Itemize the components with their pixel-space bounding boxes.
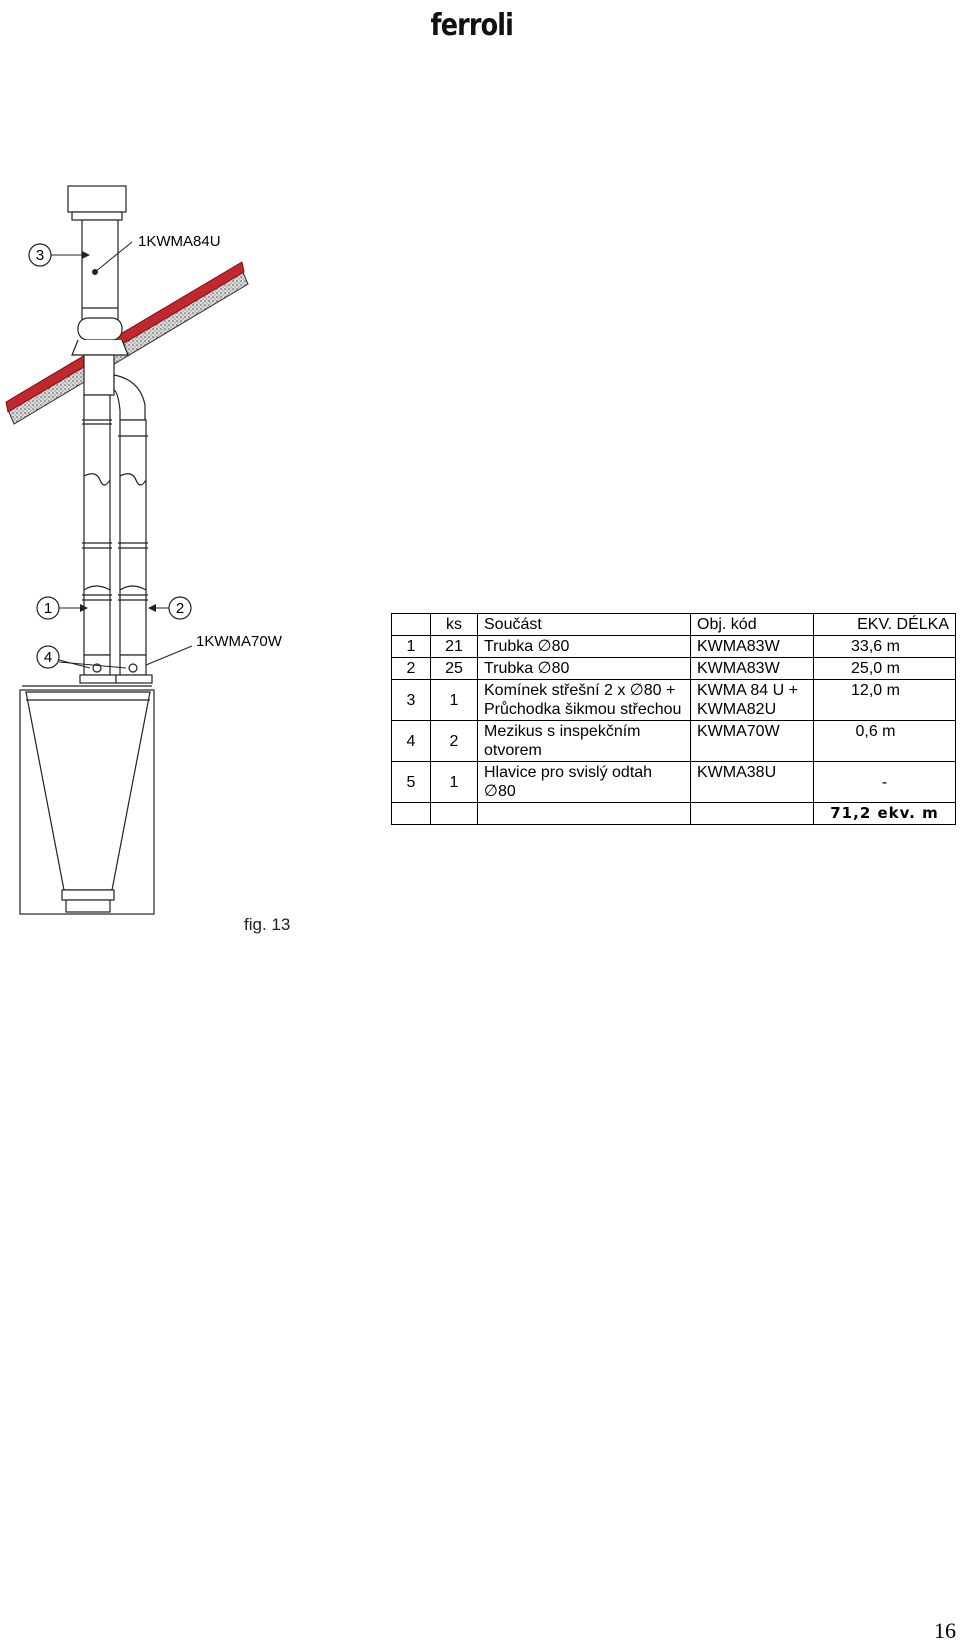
row-part: Trubka ∅80: [478, 636, 691, 658]
parts-table: [391, 613, 956, 825]
flue-installation-figure: [0, 180, 300, 940]
table-header-row: [392, 614, 956, 636]
callout-2-label: 2: [175, 600, 185, 617]
table-header-cell: [392, 614, 431, 636]
page-number: 16: [934, 1618, 956, 1643]
row-part: Trubka ∅80: [478, 658, 691, 680]
row-number: 5: [392, 762, 431, 803]
table-row: [392, 721, 956, 762]
row-quantity: 25: [431, 658, 478, 680]
row-part: Hlavice pro svislý odtah ∅80: [478, 762, 691, 803]
row-code: KWMA38U: [691, 762, 814, 803]
figure-caption: fig. 13: [244, 915, 291, 934]
empty-cell: [431, 803, 478, 825]
callout-3-label: 3: [35, 247, 45, 264]
row-part: Komínek střešní 2 x ∅80 + Průchodka šikmou střechou: [478, 680, 691, 721]
row-length: 33,6 m: [814, 636, 956, 658]
table-row: [392, 636, 956, 658]
row-length: -: [814, 762, 956, 803]
table-total-row: [392, 803, 956, 825]
table-row: [392, 658, 956, 680]
ferroli-logo: ferroli: [430, 8, 514, 43]
table-row: [392, 680, 956, 721]
callouts: [29, 233, 283, 668]
callout-4: [37, 646, 126, 668]
table-header-cell: ks: [431, 614, 478, 636]
row-part: Mezikus s inspekčním otvorem: [478, 721, 691, 762]
row-length: 0,6 m: [814, 721, 956, 762]
row-number: 1: [392, 636, 431, 658]
empty-cell: [478, 803, 691, 825]
row-number: 4: [392, 721, 431, 762]
row-quantity: 2: [431, 721, 478, 762]
table-header-cell: Součást: [478, 614, 691, 636]
callout-1-label: 1: [43, 600, 53, 617]
row-code: KWMA83W: [691, 658, 814, 680]
row-number: 2: [392, 658, 431, 680]
row-quantity: 21: [431, 636, 478, 658]
boiler: [20, 686, 154, 914]
row-number: 3: [392, 680, 431, 721]
row-length: 25,0 m: [814, 658, 956, 680]
empty-cell: [691, 803, 814, 825]
side-code-label: 1KWMA70W: [196, 633, 282, 650]
row-length: 12,0 m: [814, 680, 956, 721]
twin-pipes: [80, 355, 152, 683]
row-quantity: 1: [431, 680, 478, 721]
callout-1: [37, 597, 88, 619]
callout-3: [29, 244, 90, 266]
row-code: KWMA83W: [691, 636, 814, 658]
callout-2: [148, 597, 191, 619]
row-code: KWMA70W: [691, 721, 814, 762]
flue-diagram: [0, 180, 300, 940]
row-quantity: 1: [431, 762, 478, 803]
total-length: 71,2 ekv. m: [814, 803, 956, 825]
table-row: [392, 762, 956, 803]
table-header-cell: EKV. DÉLKA: [814, 614, 956, 636]
table-header-cell: Obj. kód: [691, 614, 814, 636]
row-code: KWMA 84 U + KWMA82U: [691, 680, 814, 721]
terminal-cap: [68, 186, 128, 355]
top-code-label: 1KWMA84U: [138, 233, 221, 250]
empty-cell: [392, 803, 431, 825]
callout-4-label: 4: [43, 649, 53, 666]
